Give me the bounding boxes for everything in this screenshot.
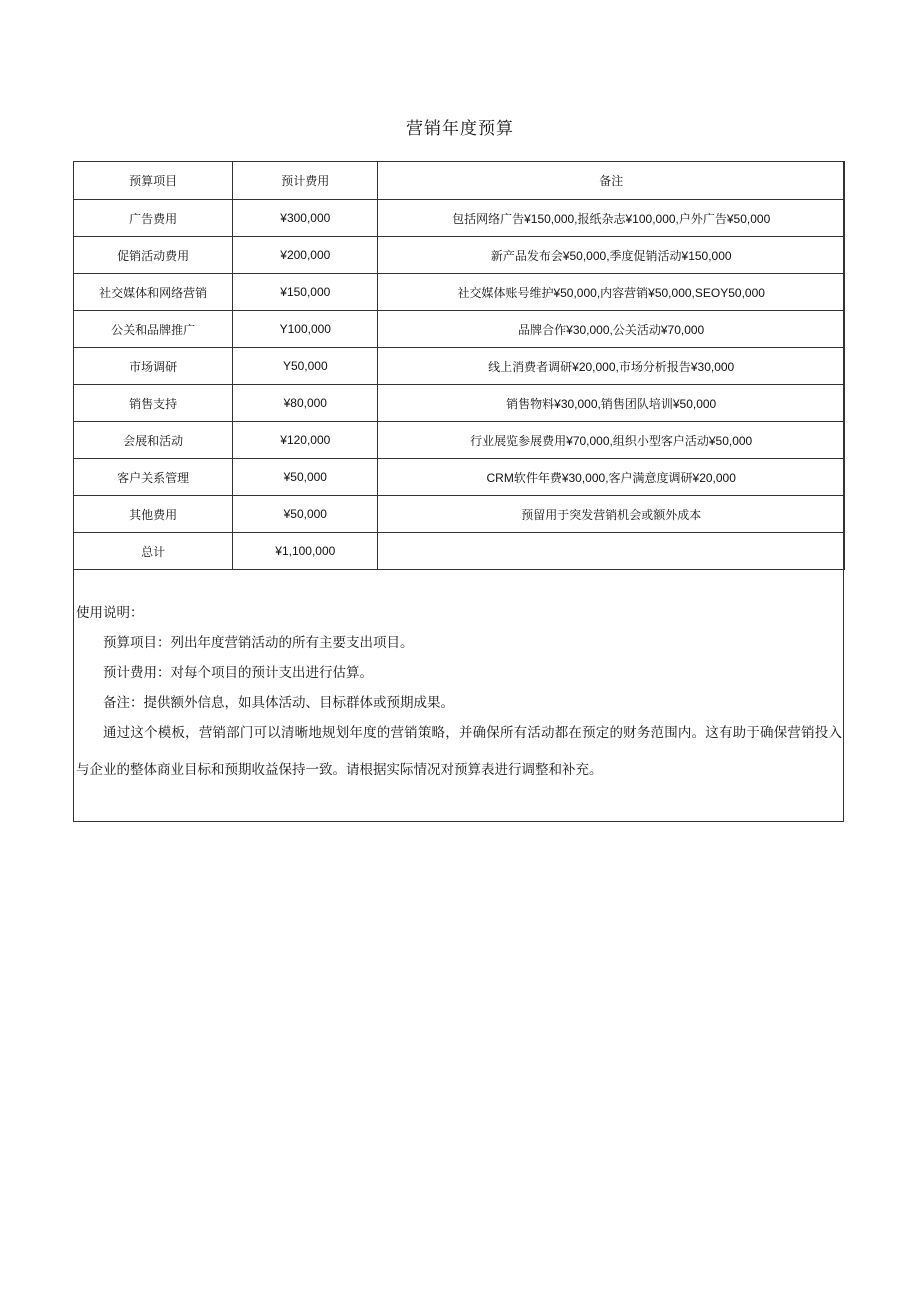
row-item: 销售支持 [74,385,233,422]
row-cost: ¥50,000 [233,496,378,533]
usage-line-estimated-cost: 预计费用：对每个项目的预计支出进行估算。 [103,665,373,681]
row-cost: ¥300,000 [233,200,378,237]
row-note: 预留用于突发营销机会或额外成本 [378,496,845,533]
total-label: 总计 [74,533,233,570]
usage-instructions [76,598,842,789]
table-row [74,385,845,422]
usage-line-remarks: 备注：提供额外信息，如具体活动、目标群体或预期成果。 [103,695,454,711]
table-total-row [74,533,845,570]
usage-heading: 使用说明： [76,605,144,621]
row-note: 新产品发布会¥50,000,季度促销活动¥150,000 [378,237,845,274]
row-cost: ¥200,000 [233,237,378,274]
row-cost: ¥120,000 [233,422,378,459]
row-note: 品牌合作¥30,000,公关活动¥70,000 [378,311,845,348]
total-note [378,533,845,570]
row-cost: Y100,000 [233,311,378,348]
row-note: 线上消费者调研¥20,000,市场分析报告¥30,000 [378,348,845,385]
row-item: 促销活动费用 [74,237,233,274]
row-cost: ¥50,000 [233,459,378,496]
table-row [74,459,845,496]
row-item: 其他费用 [74,496,233,533]
row-note: 包括网络广告¥150,000,报纸杂志¥100,000,户外广告¥50,000 [378,200,845,237]
table-row [74,274,845,311]
row-cost: Y50,000 [233,348,378,385]
document-title: 营销年度预算 [406,119,514,139]
row-note: CRM软件年费¥30,000,客户满意度调研¥20,000 [378,459,845,496]
row-cost: ¥80,000 [233,385,378,422]
header-budget-item: 预算项目 [74,162,233,200]
table-row [74,496,845,533]
header-estimated-cost: 预计费用 [233,162,378,200]
row-cost: ¥150,000 [233,274,378,311]
row-item: 公关和品牌推广 [74,311,233,348]
table-row [74,311,845,348]
table-row [74,237,845,274]
row-item: 会展和活动 [74,422,233,459]
row-item: 客户关系管理 [74,459,233,496]
total-cost: ¥1,100,000 [233,533,378,570]
row-note: 行业展览参展费用¥70,000,组织小型客户活动¥50,000 [378,422,845,459]
usage-paragraph: 通过这个模板，营销部门可以清晰地规划年度的营销策略，并确保所有活动都在预定的财务范围内。这有助于确保营销投入与企业的整体商业目标和预期收益保持一致。请根据实际情况对预算表进行调整和补充。 [76,725,842,778]
row-note: 销售物料¥30,000,销售团队培训¥50,000 [378,385,845,422]
budget-table [73,161,845,570]
table-header-row [74,162,845,200]
table-row [74,200,845,237]
row-note: 社交媒体账号维护¥50,000,内容营销¥50,000,SEOY50,000 [378,274,845,311]
row-item: 社交媒体和网络营销 [74,274,233,311]
usage-line-budget-item: 预算项目：列出年度营销活动的所有主要支出项目。 [103,635,414,651]
row-item: 广告费用 [74,200,233,237]
table-row [74,348,845,385]
table-row [74,422,845,459]
row-item: 市场调研 [74,348,233,385]
header-remarks: 备注 [378,162,845,200]
